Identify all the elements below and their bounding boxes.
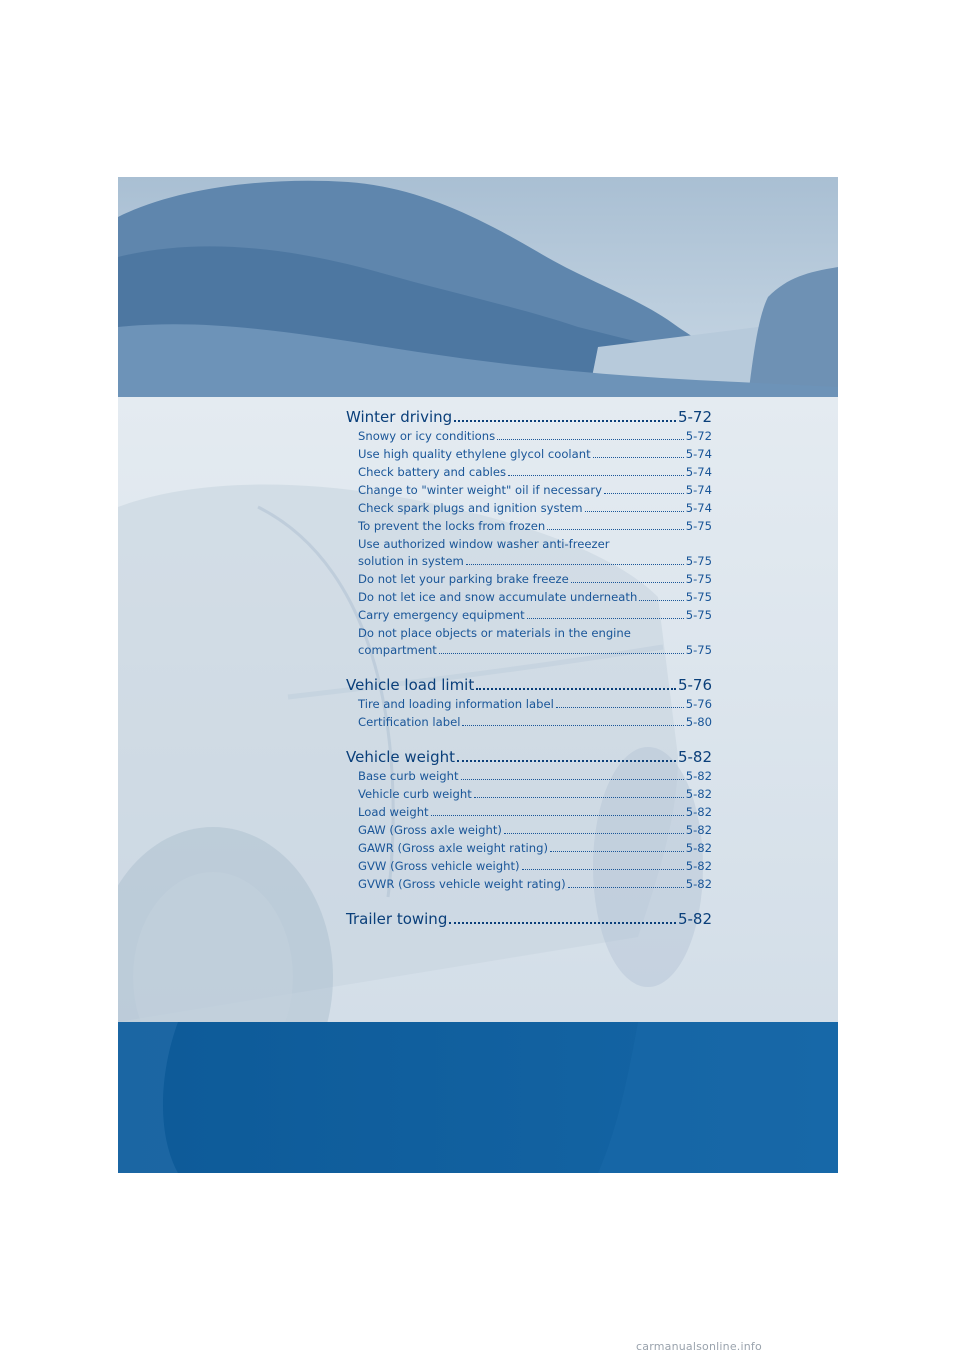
watermark-link[interactable]: carmanualsonline.info: [636, 1340, 762, 1353]
item-page: 5-75: [685, 519, 712, 533]
item-label-line1: Do not place objects or materials in the engine: [358, 626, 631, 640]
toc-item[interactable]: [346, 427, 712, 445]
item-label: Change to "winter weight" oil if necessary: [358, 483, 603, 497]
toc-section-trailer-towing[interactable]: [346, 909, 712, 929]
toc-item[interactable]: [346, 588, 712, 606]
dot-leader: [449, 909, 676, 924]
spacer: [346, 893, 712, 909]
toc-item[interactable]: [346, 875, 712, 893]
item-page: 5-82: [685, 841, 712, 855]
item-page: 5-82: [685, 769, 712, 783]
item-label: compartment: [358, 643, 437, 657]
item-label: Do not let ice and snow accumulate underneath: [358, 590, 638, 604]
dot-leader: [571, 571, 684, 583]
item-page: 5-74: [685, 447, 712, 461]
spacer: [346, 731, 712, 747]
dot-leader: [462, 714, 683, 726]
toc-item[interactable]: [346, 499, 712, 517]
toc-item[interactable]: [346, 713, 712, 731]
section-title: Trailer towing: [346, 910, 448, 928]
item-page: 5-82: [685, 823, 712, 837]
dot-leader: [527, 607, 684, 619]
item-page: 5-72: [685, 429, 712, 443]
dot-leader: [639, 589, 683, 601]
dot-leader: [556, 696, 684, 708]
item-page: 5-75: [685, 608, 712, 622]
section-page: 5-72: [677, 408, 712, 426]
dot-leader: [604, 482, 684, 494]
dot-leader: [547, 518, 683, 530]
item-page: 5-74: [685, 465, 712, 479]
item-label-line1: Use authorized window washer anti-freezer: [358, 537, 610, 551]
item-label: Check spark plugs and ignition system: [358, 501, 583, 515]
item-label: GVWR (Gross vehicle weight rating): [358, 877, 566, 891]
item-label: Snowy or icy conditions: [358, 429, 496, 443]
toc-item[interactable]: [346, 570, 712, 588]
item-label: solution in system: [358, 554, 464, 568]
toc-item-line1[interactable]: [346, 535, 712, 552]
toc-item-line1[interactable]: [346, 624, 712, 641]
dot-leader: [593, 446, 684, 458]
item-page: 5-74: [685, 483, 712, 497]
item-page: 5-82: [685, 805, 712, 819]
table-of-contents: [346, 407, 712, 929]
item-label: Base curb weight: [358, 769, 459, 783]
item-label: Tire and loading information label: [358, 697, 554, 711]
dot-leader: [474, 786, 684, 798]
item-page: 5-80: [685, 715, 712, 729]
dot-leader: [457, 747, 676, 762]
item-page: 5-74: [685, 501, 712, 515]
item-label: Vehicle curb weight: [358, 787, 472, 801]
item-label: GAWR (Gross axle weight rating): [358, 841, 549, 855]
toc-section-vehicle-load-limit[interactable]: [346, 675, 712, 695]
item-page: 5-75: [685, 572, 712, 586]
item-label: Load weight: [358, 805, 429, 819]
section-page: 5-76: [677, 676, 712, 694]
item-page: 5-75: [685, 554, 712, 568]
toc-item[interactable]: [346, 481, 712, 499]
toc-item[interactable]: [346, 821, 712, 839]
item-label: Do not let your parking brake freeze: [358, 572, 569, 586]
toc-section-winter-driving[interactable]: [346, 407, 712, 427]
dot-leader: [476, 675, 676, 690]
toc-item[interactable]: [346, 445, 712, 463]
dot-leader: [439, 642, 684, 654]
item-label: Use high quality ethylene glycol coolant: [358, 447, 591, 461]
section-page: 5-82: [677, 748, 712, 766]
section-title: Winter driving: [346, 408, 453, 426]
dot-leader: [466, 553, 684, 565]
section-page: 5-82: [677, 910, 712, 928]
dot-leader: [454, 407, 676, 422]
item-label: To prevent the locks from frozen: [358, 519, 546, 533]
toc-item[interactable]: [346, 641, 712, 659]
dot-leader: [522, 858, 684, 870]
section-title: Vehicle weight: [346, 748, 455, 766]
toc-item[interactable]: [346, 606, 712, 624]
spacer: [346, 659, 712, 675]
item-page: 5-82: [685, 859, 712, 873]
item-label: GVW (Gross vehicle weight): [358, 859, 520, 873]
dot-leader: [497, 428, 684, 440]
dot-leader: [508, 464, 684, 476]
toc-item[interactable]: [346, 785, 712, 803]
dot-leader: [431, 804, 684, 816]
toc-item[interactable]: [346, 803, 712, 821]
dot-leader: [585, 500, 684, 512]
item-label: Certification label: [358, 715, 461, 729]
toc-item[interactable]: [346, 552, 712, 570]
toc-section-vehicle-weight[interactable]: [346, 747, 712, 767]
item-label: Carry emergency equipment: [358, 608, 525, 622]
dot-leader: [550, 840, 684, 852]
dot-leader: [461, 768, 684, 780]
toc-item[interactable]: [346, 463, 712, 481]
toc-item[interactable]: [346, 839, 712, 857]
toc-item[interactable]: [346, 857, 712, 875]
item-page: 5-76: [685, 697, 712, 711]
dot-leader: [568, 876, 684, 888]
item-page: 5-82: [685, 877, 712, 891]
toc-item[interactable]: [346, 767, 712, 785]
item-page: 5-82: [685, 787, 712, 801]
item-page: 5-75: [685, 590, 712, 604]
section-title: Vehicle load limit: [346, 676, 475, 694]
item-page: 5-75: [685, 643, 712, 657]
dot-leader: [504, 822, 684, 834]
item-label: GAW (Gross axle weight): [358, 823, 502, 837]
toc-item[interactable]: [346, 695, 712, 713]
toc-item[interactable]: [346, 517, 712, 535]
item-label: Check battery and cables: [358, 465, 507, 479]
